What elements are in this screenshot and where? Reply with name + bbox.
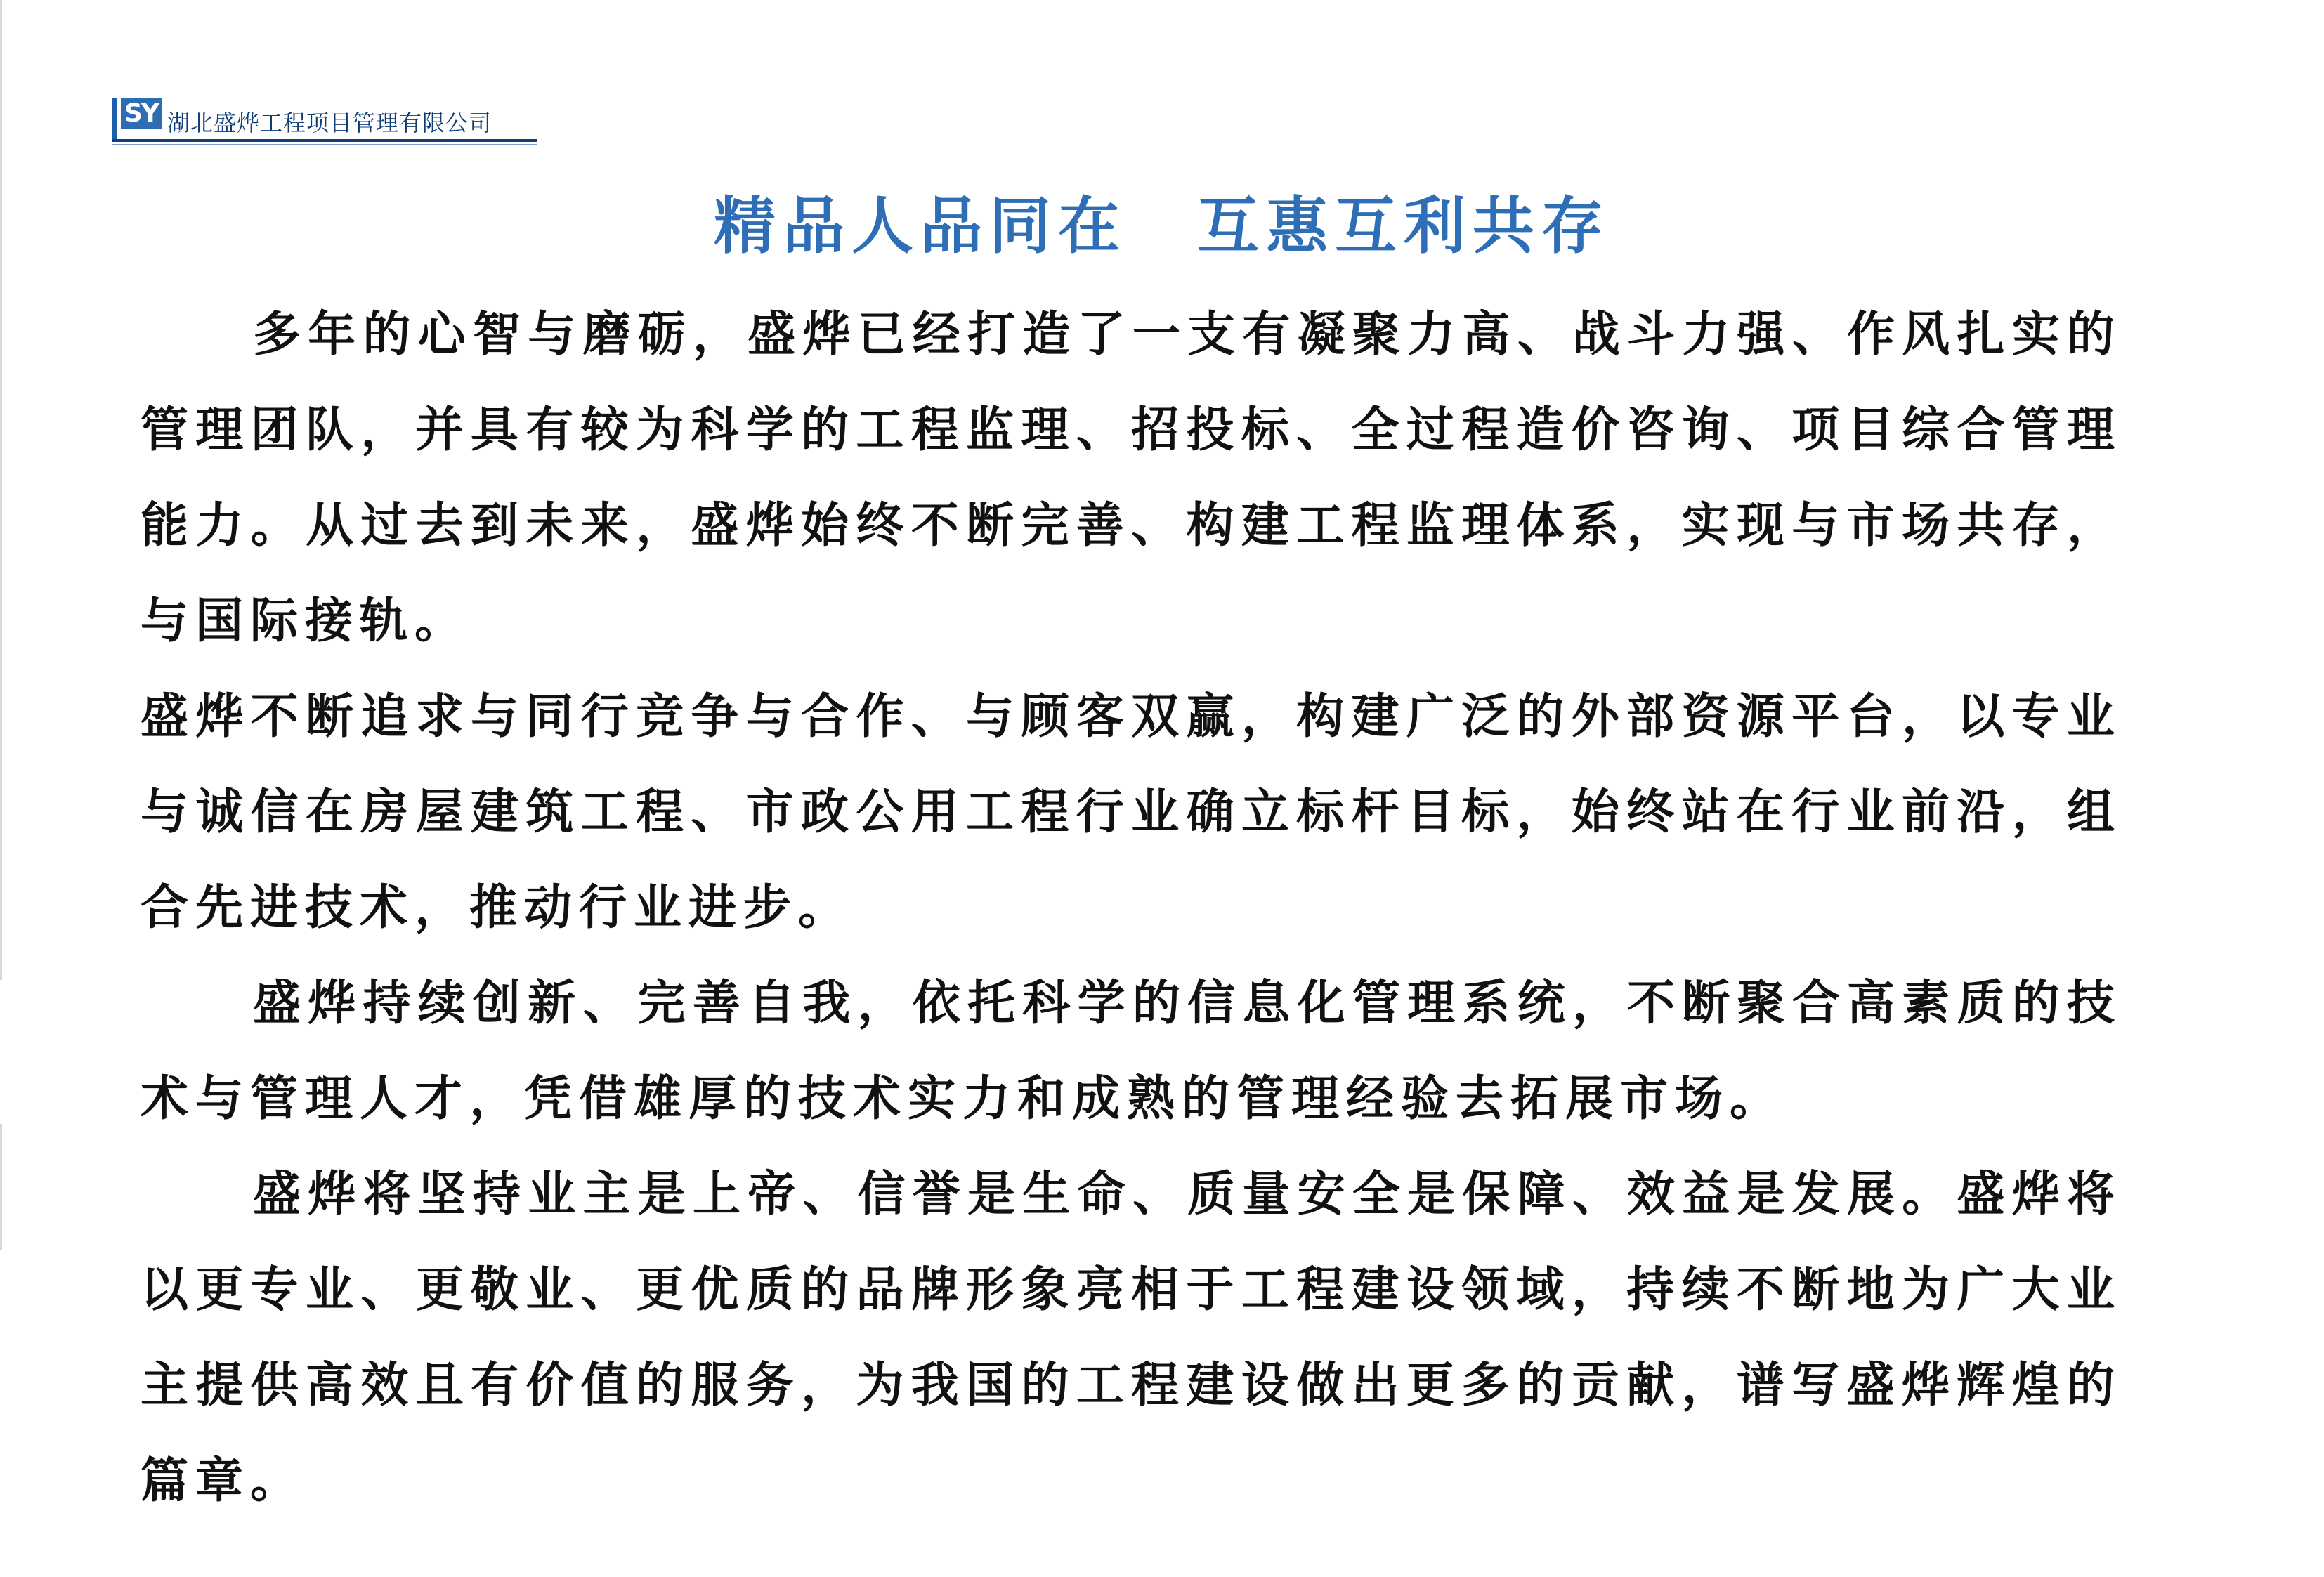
logo-underline [112, 139, 537, 142]
company-logo [112, 98, 492, 140]
slogan-part-1: 精品人品同在 [713, 189, 1127, 262]
paragraph-3: 盛烨持续创新、完善自我，依托科学的信息化管理系统，不断聚合高素质的技术与管理人才，凭借雄厚的技术实力和成熟的管理经验去拓展市场。 [141, 975, 2122, 1127]
paragraph-1: 多年的心智与磨砺，盛烨已经打造了一支有凝聚力高、战斗力强、作风扎实的管理团队，并具有较为科学的工程监理、招投标、全过程造价咨询、项目综合管理能力。从过去到未来，盛烨始终不断完善、构建工程监理体系，实现与市场共存，与国际接轨。 [141, 306, 2122, 649]
page-edge-line [0, 1124, 2, 1250]
logo-mark-icon [112, 98, 162, 140]
company-name: 湖北盛烨工程项目管理有限公司 [167, 110, 492, 136]
page-edge-line [0, 0, 2, 980]
logo-letters: SY [121, 98, 162, 129]
slogan [0, 177, 2324, 266]
slogan-part-2: 互惠互利共存 [1197, 189, 1611, 262]
paragraph-2: 盛烨不断追求与同行竞争与合作、与顾客双赢，构建广泛的外部资源平台，以专业与诚信在房屋建筑工程、市政公用工程行业确立标杆目标，始终站在行业前沿，组合先进技术，推动行业进步。 [141, 688, 2122, 936]
paragraph-4: 盛烨将坚持业主是上帝、信誉是生命、质量安全是保障、效益是发展。盛烨将以更专业、更敬业、更优质的品牌形象亮相于工程建设领域，持续不断地为广大业主提供高效且有价值的服务，为我国的工程建设做出更多的贡献，谱写盛烨辉煌的篇章。 [141, 1166, 2122, 1509]
logo-underline-thin [112, 144, 537, 145]
body-text [141, 287, 2122, 1529]
